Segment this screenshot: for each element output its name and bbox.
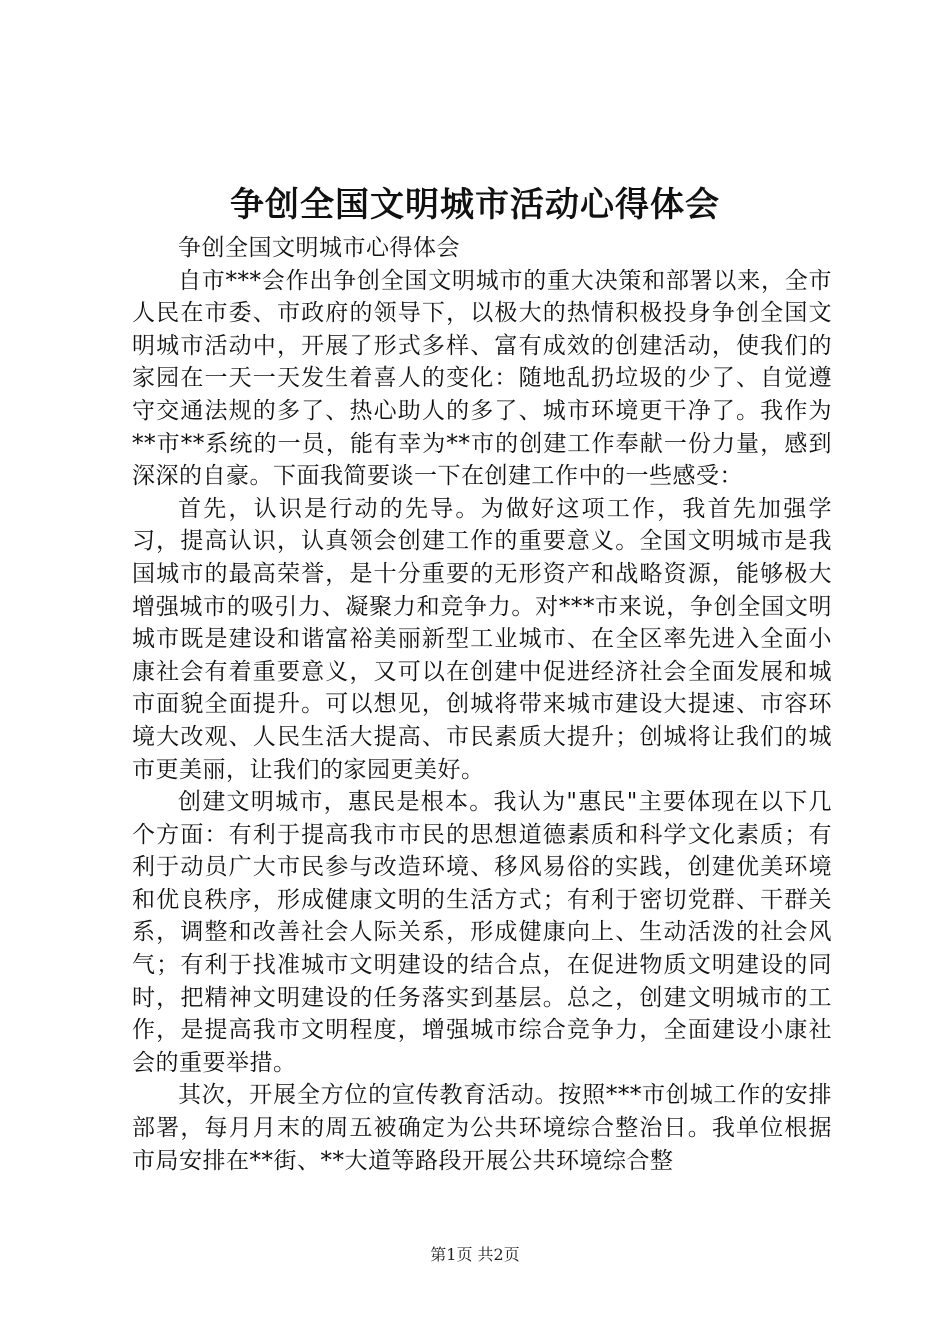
body-paragraph: 首先，认识是行动的先导。为做好这项工作，我首先加强学习，提高认识，认真领会创建工作的重要意义。全国文明城市是我国城市的最高荣誉，是十分重要的无形资产和战略资源，能够极大增强城市的吸引力、凝聚力和竞争力。对***市来说，争创全国文明城市既是建设和谐富裕美丽新型工业城市、在全区率先进入全面小康社会有着重要意义，又可以在创建中促进经济社会全面发展和城市面貌全面提升。可以想见，创城将带来城市建设大提速、市容环境大改观、人民生活大提高、市民素质大提升；创城将让我们的城市更美丽，让我们的家园更美好。 — [132, 495, 832, 783]
page-number-footer: 第1页 共2页 — [430, 1245, 520, 1264]
body-paragraph: 其次，开展全方位的宣传教育活动。按照***市创城工作的安排部署，每月月末的周五被确定为公共环境综合整治日。我单位根据市局安排在**街、**大道等路段开展公共环境综合整 — [132, 1082, 832, 1174]
document-body — [132, 232, 832, 1177]
document-title: 争创全国文明城市活动心得体会 — [230, 185, 720, 225]
intro-paragraph: 自市***会作出争创全国文明城市的重大决策和部署以来，全市人民在市委、市政府的领导下，以极大的热情积极投身争创全国文明城市活动中，开展了形式多样、富有成效的创建活动，使我们的家园在一天一天发生着喜人的变化：随地乱扔垃圾的少了、自觉遵守交通法规的多了、热心助人的多了、城市环境更干净了。我作为**市**系统的一员，能有幸为**市的创建工作奉献一份力量，感到深深的自豪。下面我简要谈一下在创建工作中的一些感受： — [132, 267, 832, 490]
body-paragraph: 创建文明城市，惠民是根本。我认为"惠民"主要体现在以下几个方面：有利于提高我市市民的思想道德素质和科学文化素质；有利于动员广大市民参与改造环境、移风易俗的实践，创建优美环境和优良秩序，形成健康文明的生活方式；有利于密切党群、干群关系，调整和改善社会人际关系，形成健康向上、生动活泼的社会风气；有利于找准城市文明建设的结合点，在促进物质文明建设的同时，把精神文明建设的任务落实到基层。总之，创建文明城市的工作，是提高我市文明程度，增强城市综合竞争力，全面建设小康社会的重要举措。 — [132, 789, 832, 1076]
subtitle-paragraph: 争创全国文明城市心得体会 — [178, 235, 460, 261]
